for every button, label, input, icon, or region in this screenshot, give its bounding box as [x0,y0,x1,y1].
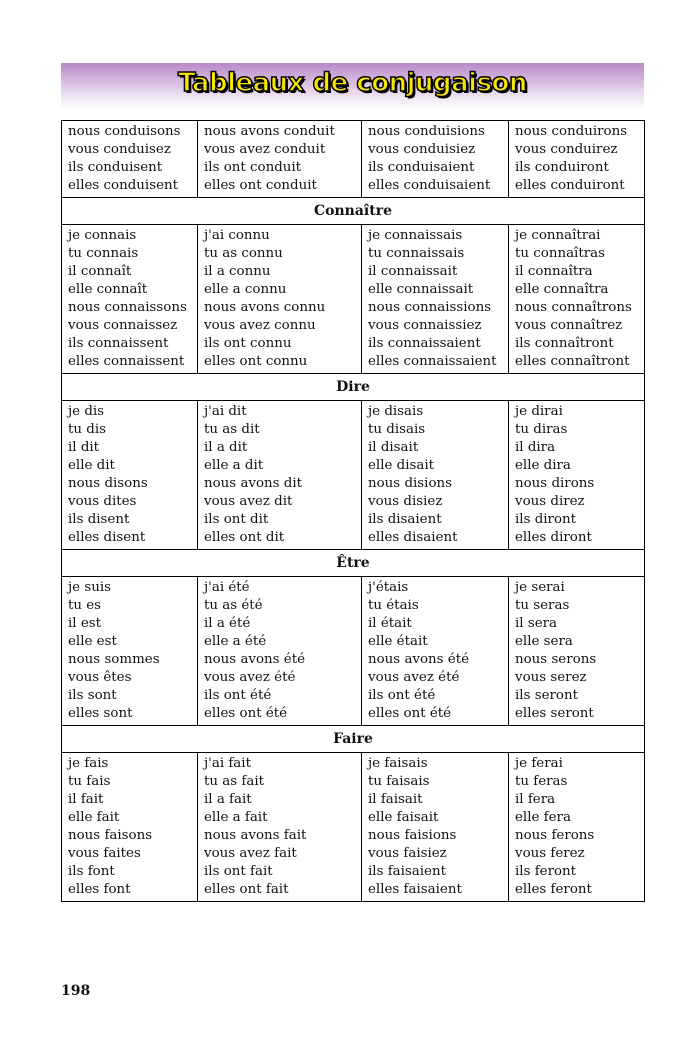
conjugation-form: ils connaissaient [368,336,481,351]
conjugation-form: tu feras [515,774,568,789]
conjugation-form: il a dit [204,440,248,455]
conjugation-form: nous disons [68,476,148,491]
conjugation-form: tu dis [68,422,106,437]
tense-cell [509,753,645,902]
conjugation-form: ils disent [68,512,130,527]
conjugation-form: nous dirons [515,476,595,491]
page-title: Tableaux de conjugaison [178,68,527,98]
conjugation-table [61,120,645,902]
conjugation-form: elles ont connu [204,354,308,369]
tense-cell [509,121,645,198]
tense-cell [362,225,509,374]
conjugation-form: vous serez [515,670,587,685]
conjugation-form: ils ont connu [204,336,292,351]
conjugation-form: ils sont [68,688,117,703]
conjugation-form: elle connaît [68,282,148,297]
conjugation-form: j'ai fait [204,756,251,771]
tense-cell [198,577,362,726]
conjugation-form: il connaissait [368,264,458,279]
conjugation-form: je serai [515,580,565,595]
conjugation-form: nous avons été [368,652,470,667]
conjugation-form: elles connaissent [68,354,185,369]
conjugation-form: elle connaîtra [515,282,609,297]
conjugation-form: elle fait [68,810,120,825]
conjugation-form: tu as connu [204,246,283,261]
conjugation-row [62,225,645,374]
conjugation-form: nous avons conduit [204,124,335,139]
conjugation-form: elle disait [368,458,435,473]
conjugation-form: je connais [68,228,137,243]
verb-heading-row [62,198,645,225]
conjugation-form: nous avons fait [204,828,307,843]
conjugation-form: tu connais [68,246,139,261]
conjugation-form: il dit [68,440,100,455]
conjugation-form: ils seront [515,688,578,703]
conjugation-form: elle a connu [204,282,287,297]
conjugation-form: nous avons connu [204,300,326,315]
conjugation-form: vous avez conduit [204,142,326,157]
conjugation-form: vous connaîtrez [515,318,623,333]
conjugation-form: elle sera [515,634,573,649]
tense-cell [62,225,198,374]
conjugation-form: ils connaissent [68,336,169,351]
conjugation-form: ils faisaient [368,864,446,879]
tense-cell [62,401,198,550]
conjugation-form: elle faisait [368,810,439,825]
conjugation-row [62,753,645,902]
conjugation-row [62,121,645,198]
conjugation-form: ils diront [515,512,577,527]
conjugation-form: elles connaissaient [368,354,497,369]
conjugation-form: vous direz [515,494,585,509]
conjugation-form: vous connaissiez [368,318,482,333]
tense-cell [198,753,362,902]
conjugation-form: tu connaissais [368,246,465,261]
conjugation-form: vous avez fait [204,846,297,861]
conjugation-form: je dis [68,404,105,419]
conjugation-form: tu as été [204,598,263,613]
verb-heading: Connaître [62,198,645,225]
conjugation-form: vous avez été [204,670,296,685]
conjugation-form: vous êtes [68,670,132,685]
conjugation-form: ils ont fait [204,864,273,879]
conjugation-form: ils font [68,864,115,879]
tense-cell [198,225,362,374]
tense-cell [198,121,362,198]
conjugation-form: elles disent [68,530,146,545]
conjugation-form: ils ont conduit [204,160,302,175]
title-banner [61,63,644,110]
conjugation-form: vous connaissez [68,318,178,333]
conjugation-form: tu seras [515,598,570,613]
conjugation-form: ils conduisent [68,160,163,175]
conjugation-form: nous conduirons [515,124,628,139]
conjugation-form: ils conduisaient [368,160,475,175]
verb-heading-row [62,374,645,401]
conjugation-form: il sera [515,616,558,631]
conjugation-form: il dira [515,440,556,455]
conjugation-form: ils feront [515,864,577,879]
conjugation-form: tu as dit [204,422,260,437]
conjugation-form: il fait [68,792,104,807]
conjugation-form: nous avons été [204,652,306,667]
verb-heading: Être [62,550,645,577]
conjugation-form: tu disais [368,422,426,437]
conjugation-form: je connaîtrai [515,228,601,243]
conjugation-form: nous connaîtrons [515,300,632,315]
conjugation-form: vous faites [68,846,141,861]
conjugation-form: nous sommes [68,652,160,667]
conjugation-form: je disais [368,404,424,419]
conjugation-form: nous connaissions [368,300,492,315]
tense-cell [62,121,198,198]
verb-heading: Dire [62,374,645,401]
conjugation-form: elle a dit [204,458,264,473]
conjugation-form: nous conduisons [68,124,181,139]
conjugation-form: je faisais [368,756,428,771]
conjugation-form: je suis [68,580,111,595]
conjugation-form: tu as fait [204,774,264,789]
conjugation-form: elles disaient [368,530,458,545]
tense-cell [198,401,362,550]
conjugation-form: il faisait [368,792,423,807]
conjugation-form: j'ai été [204,580,250,595]
conjugation-form: nous ferons [515,828,595,843]
conjugation-form: nous avons dit [204,476,303,491]
page-number: 198 [61,983,91,999]
conjugation-form: il a fait [204,792,252,807]
conjugation-form: tu faisais [368,774,430,789]
conjugation-form: il a été [204,616,251,631]
conjugation-form: elles ont conduit [204,178,317,193]
conjugation-form: tu étais [368,598,419,613]
conjugation-form: nous serons [515,652,597,667]
conjugation-form: vous conduirez [515,142,618,157]
conjugation-form: elles ont été [368,706,452,721]
conjugation-form: je dirai [515,404,563,419]
conjugation-form: ils connaîtront [515,336,614,351]
tense-cell [509,577,645,726]
conjugation-form: nous connaissons [68,300,187,315]
conjugation-form: elle dit [68,458,115,473]
conjugation-form: vous ferez [515,846,585,861]
conjugation-form: ils conduiront [515,160,609,175]
conjugation-form: elle connaissait [368,282,474,297]
conjugation-form: elle a fait [204,810,268,825]
tense-cell [362,401,509,550]
conjugation-form: je fais [68,756,109,771]
conjugation-form: tu fais [68,774,111,789]
conjugation-form: elles conduiront [515,178,625,193]
conjugation-form: elle dira [515,458,571,473]
conjugation-form: je connaissais [368,228,463,243]
conjugation-form: vous dites [68,494,137,509]
conjugation-form: vous disiez [368,494,443,509]
conjugation-form: nous faisions [368,828,457,843]
tense-cell [362,577,509,726]
conjugation-form: elles ont été [204,706,288,721]
conjugation-form: elles feront [515,882,592,897]
conjugation-form: elles connaîtront [515,354,630,369]
conjugation-form: vous avez dit [204,494,293,509]
conjugation-row [62,577,645,726]
tense-cell [509,401,645,550]
conjugation-form: je ferai [515,756,563,771]
conjugation-form: nous faisons [68,828,153,843]
conjugation-form: ils disaient [368,512,442,527]
conjugation-form: il connaît [68,264,132,279]
tense-cell [362,121,509,198]
conjugation-form: elles sont [68,706,133,721]
conjugation-form: vous faisiez [368,846,447,861]
conjugation-form: elle était [368,634,428,649]
conjugation-form: tu connaîtras [515,246,605,261]
tense-cell [362,753,509,902]
verb-heading-row [62,726,645,753]
conjugation-form: elles ont dit [204,530,285,545]
conjugation-form: elle a été [204,634,267,649]
conjugation-form: tu es [68,598,102,613]
tense-cell [509,225,645,374]
conjugation-form: nous conduisions [368,124,485,139]
conjugation-form: il est [68,616,101,631]
conjugation-form: elles diront [515,530,592,545]
conjugation-form: il connaîtra [515,264,593,279]
conjugation-form: tu diras [515,422,568,437]
conjugation-form: il fera [515,792,556,807]
conjugation-form: elle est [68,634,117,649]
conjugation-row [62,401,645,550]
conjugation-form: il était [368,616,412,631]
conjugation-form: elles ont fait [204,882,289,897]
conjugation-form: vous avez connu [204,318,316,333]
conjugation-form: ils ont été [368,688,436,703]
tense-cell [62,753,198,902]
conjugation-form: ils ont dit [204,512,269,527]
conjugation-form: il disait [368,440,419,455]
conjugation-form: elles conduisent [68,178,179,193]
conjugation-form: vous avez été [368,670,460,685]
conjugation-form: j'étais [368,580,409,595]
conjugation-form: elles seront [515,706,594,721]
conjugation-form: il a connu [204,264,271,279]
conjugation-form: elles conduisaient [368,178,491,193]
tense-cell [62,577,198,726]
conjugation-form: vous conduisiez [368,142,476,157]
conjugation-form: elles faisaient [368,882,462,897]
conjugation-form: j'ai connu [204,228,270,243]
conjugation-form: elle fera [515,810,571,825]
conjugation-form: nous disions [368,476,453,491]
verb-heading-row [62,550,645,577]
conjugation-form: j'ai dit [204,404,247,419]
conjugation-form: elles font [68,882,131,897]
conjugation-form: vous conduisez [68,142,171,157]
verb-heading: Faire [62,726,645,753]
conjugation-form: ils ont été [204,688,272,703]
